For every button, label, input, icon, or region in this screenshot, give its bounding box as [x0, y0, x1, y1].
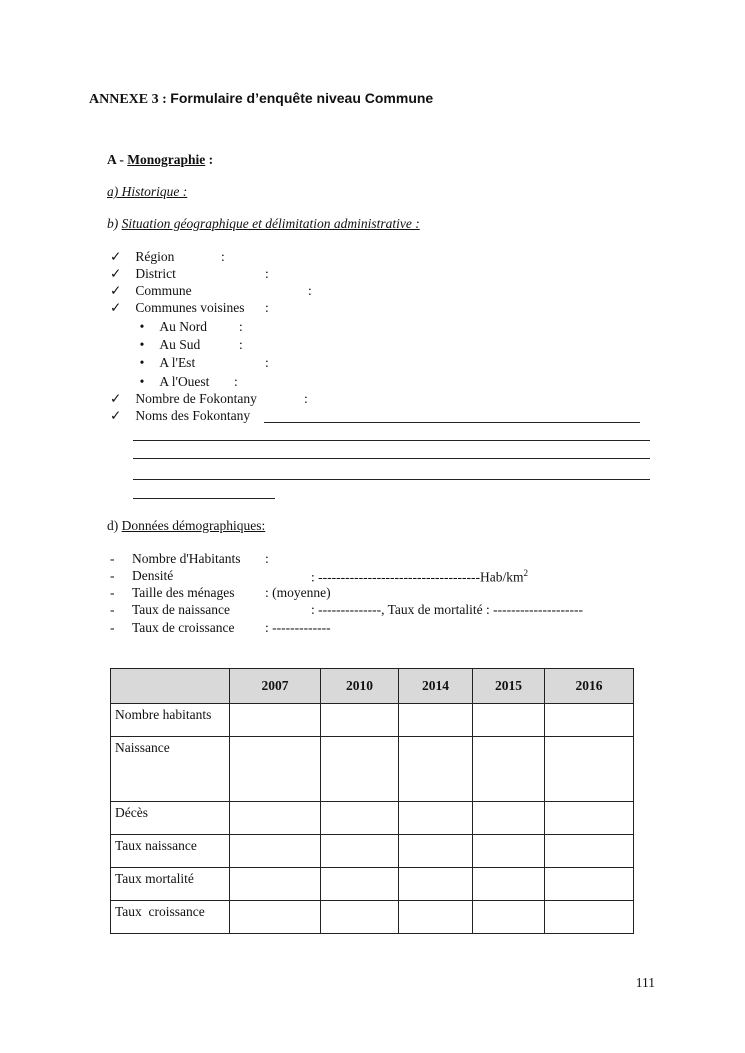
demo-item-densite: - Densité	[110, 568, 174, 583]
page-number: 111	[635, 975, 655, 990]
table-row	[111, 704, 634, 737]
demo-label: Données démographiques:	[121, 518, 266, 533]
neighbor-sep: :	[239, 337, 243, 352]
densite-value: : ------------------------------------Hab/km	[311, 569, 524, 585]
geo-item-label: Région	[135, 249, 175, 264]
demo-item-label: Densité	[132, 568, 174, 583]
annex-title: Formulaire d’enquête niveau Commune	[170, 90, 434, 106]
row-label: Naissance	[111, 737, 230, 802]
table-row	[111, 802, 634, 835]
row-label: Décès	[111, 802, 230, 835]
table-cell[interactable]	[545, 835, 634, 868]
section-a-heading	[107, 152, 213, 168]
page-title	[89, 90, 433, 108]
fokontany-count-label: Nombre de Fokontany	[135, 391, 257, 406]
table-header-year: 2007	[230, 669, 321, 704]
neighbor-sep: :	[234, 374, 238, 389]
checkmark-icon: ✓	[110, 283, 122, 298]
table-cell[interactable]	[473, 901, 545, 934]
table-header-empty	[111, 669, 230, 704]
table-cell[interactable]	[473, 835, 545, 868]
geo-item-label: Communes voisines	[135, 300, 245, 315]
geo-item-label: Commune	[135, 283, 192, 298]
section-a-suffix: :	[205, 152, 214, 167]
table-cell[interactable]	[545, 868, 634, 901]
neighbor-ouest	[134, 374, 209, 390]
neighbor-est	[134, 355, 195, 371]
demo-item-label: Taille des ménages	[132, 585, 235, 600]
row-label: Nombre habitants	[111, 704, 230, 737]
densite-sup: 2	[523, 568, 528, 578]
table-cell[interactable]	[230, 737, 321, 802]
demo-item-naissance: - Taux de naissance	[110, 602, 231, 617]
fill-line	[133, 440, 650, 441]
demo-item-value: : -------------	[265, 620, 331, 635]
demo-item-menages: - Taille des ménages	[110, 585, 235, 600]
table-cell[interactable]	[321, 835, 399, 868]
table-cell[interactable]	[473, 704, 545, 737]
situation-heading	[107, 216, 420, 232]
table-cell[interactable]	[230, 802, 321, 835]
checkmark-icon: ✓	[110, 266, 122, 281]
table-cell[interactable]	[545, 737, 634, 802]
section-a-prefix: A -	[107, 152, 128, 167]
demo-item-value: : --------------, Taux de mortalité : --------------------	[311, 602, 584, 617]
row-label: Taux naissance	[111, 835, 230, 868]
checkmark-icon: ✓	[110, 300, 122, 315]
geo-item-sep: :	[308, 283, 312, 298]
table-cell[interactable]	[321, 868, 399, 901]
demo-item-habitants: - Nombre d'Habitants	[110, 551, 241, 566]
row-label: Taux mortalité	[111, 868, 230, 901]
table-header-year: 2015	[473, 669, 545, 704]
demo-item-value: : (moyenne)	[265, 585, 331, 600]
geo-item-sep: :	[221, 249, 225, 264]
neighbor-label: Au Sud	[159, 337, 201, 352]
table-cell[interactable]	[321, 704, 399, 737]
table-cell[interactable]	[399, 737, 473, 802]
table-cell[interactable]	[473, 868, 545, 901]
demo-item-value	[311, 568, 528, 586]
demo-item-label: Taux de croissance	[132, 620, 235, 635]
fill-line	[133, 498, 275, 499]
neighbor-nord	[134, 319, 207, 335]
table-cell[interactable]	[321, 802, 399, 835]
table-cell[interactable]	[399, 835, 473, 868]
table-cell[interactable]	[321, 901, 399, 934]
table-cell[interactable]	[230, 901, 321, 934]
geo-item-district	[110, 266, 176, 282]
table-cell[interactable]	[230, 868, 321, 901]
section-a-name: Monographie	[127, 152, 206, 167]
demo-item-label: Nombre d'Habitants	[132, 551, 241, 566]
neighbor-sud	[134, 337, 200, 353]
table-row	[111, 868, 634, 901]
table-header-year: 2016	[545, 669, 634, 704]
table-cell[interactable]	[399, 704, 473, 737]
fill-line	[264, 422, 640, 423]
fill-line	[133, 458, 650, 459]
annex-prefix: ANNEXE 3 :	[89, 92, 171, 107]
table-cell[interactable]	[473, 802, 545, 835]
demo-item-croissance: - Taux de croissance	[110, 620, 235, 635]
neighbor-label: A l'Est	[159, 355, 196, 370]
table-cell[interactable]	[473, 737, 545, 802]
table-row	[111, 901, 634, 934]
geo-item-commune	[110, 283, 192, 299]
fill-line	[133, 479, 650, 480]
table-cell[interactable]	[230, 704, 321, 737]
checkmark-icon: ✓	[110, 408, 122, 423]
table-cell[interactable]	[545, 901, 634, 934]
bullet-icon: •	[139, 337, 145, 352]
demo-item-label: Taux de naissance	[132, 602, 231, 617]
situation-prefix: b)	[107, 216, 122, 231]
table-header-year: 2010	[321, 669, 399, 704]
fokontany-names	[110, 408, 250, 424]
fokontany-count-sep: :	[304, 391, 308, 406]
row-label: Taux croissance	[111, 901, 230, 934]
table-cell[interactable]	[545, 704, 634, 737]
geo-item-region	[110, 249, 174, 265]
table-cell[interactable]	[399, 802, 473, 835]
demo-item-value: :	[265, 551, 269, 566]
demo-prefix: d)	[107, 518, 122, 533]
table-row	[111, 835, 634, 868]
table-header-row	[111, 669, 634, 704]
checkmark-icon: ✓	[110, 249, 122, 264]
table-cell[interactable]	[321, 737, 399, 802]
demo-heading	[107, 518, 265, 534]
fokontany-names-label: Noms des Fokontany	[135, 408, 251, 423]
geo-item-communes-voisines	[110, 300, 245, 316]
neighbor-label: Au Nord	[159, 319, 207, 334]
neighbor-label: A l'Ouest	[159, 374, 210, 389]
geo-item-sep: :	[265, 300, 269, 315]
neighbor-sep: :	[265, 355, 269, 370]
bullet-icon: •	[139, 374, 145, 389]
neighbor-sep: :	[239, 319, 243, 334]
table-cell[interactable]	[399, 901, 473, 934]
table-cell[interactable]	[399, 868, 473, 901]
bullet-icon: •	[139, 355, 145, 370]
bullet-icon: •	[139, 319, 145, 334]
table-header-year: 2014	[399, 669, 473, 704]
table-cell[interactable]	[545, 802, 634, 835]
geo-item-label: District	[135, 266, 176, 281]
geo-item-sep: :	[265, 266, 269, 281]
demographics-table	[110, 668, 634, 934]
historique-heading: a) Historique :	[107, 184, 188, 199]
situation-label: Situation géographique et délimitation administrative :	[121, 216, 420, 231]
checkmark-icon: ✓	[110, 391, 122, 406]
table-row	[111, 737, 634, 802]
fokontany-count	[110, 391, 257, 407]
table-cell[interactable]	[230, 835, 321, 868]
